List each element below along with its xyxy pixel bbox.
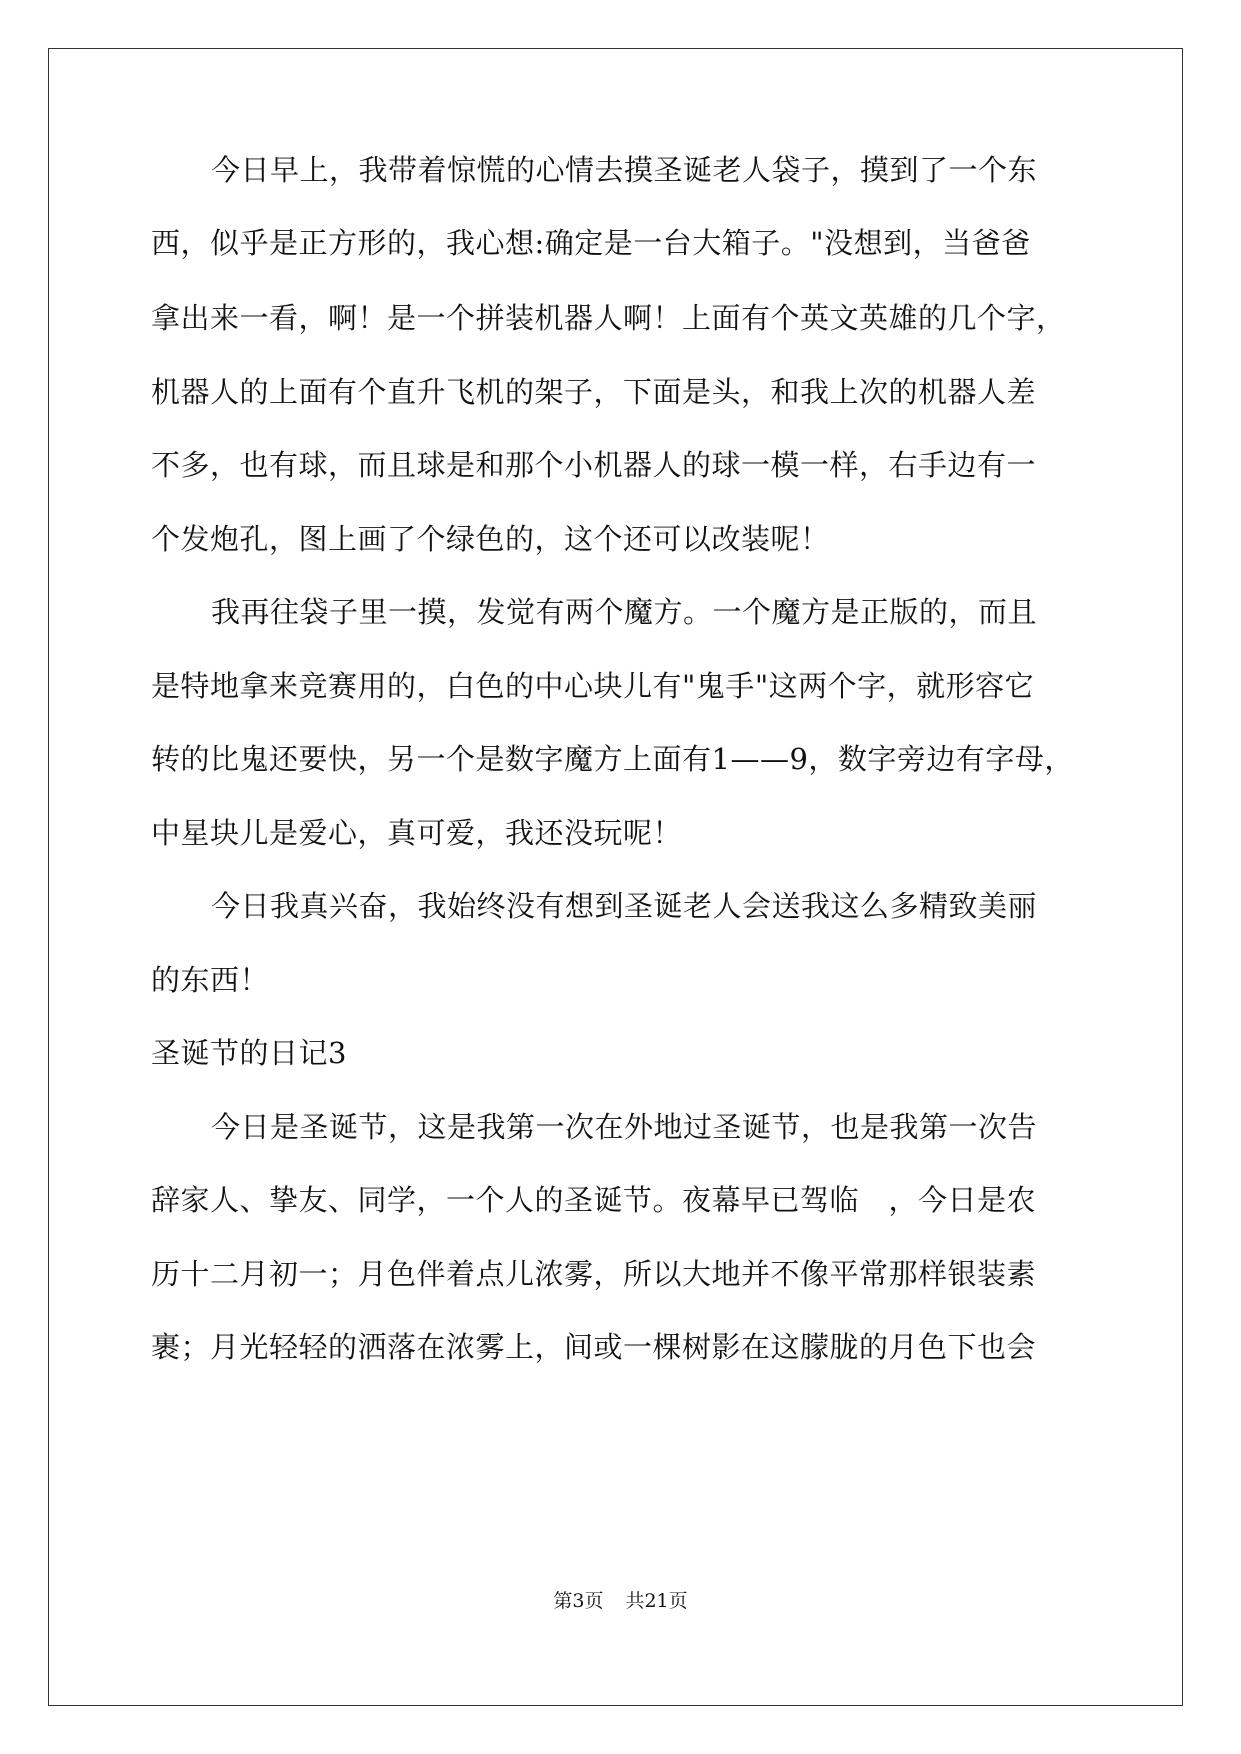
paragraph-line: 拿出来一看，啊！是一个拼装机器人啊！上面有个英文英雄的几个字， bbox=[151, 301, 1066, 335]
paragraph-line: 历十二月初一；月色伴着点儿浓雾，所以大地并不像平常那样银装素 bbox=[151, 1257, 1037, 1291]
page-footer bbox=[0, 1589, 1241, 1613]
paragraph-line: 不多，也有球，而且球是和那个小机器人的球一模一样，右手边有一 bbox=[151, 448, 1037, 482]
page-total: 共21页 bbox=[625, 1590, 688, 1612]
page-border bbox=[48, 48, 1183, 1706]
paragraph-line: 裹；月光轻轻的洒落在浓雾上，间或一棵树影在这朦胧的月色下也会 bbox=[151, 1330, 1037, 1364]
paragraph-line: 今日早上，我带着惊慌的心情去摸圣诞老人袋子，摸到了一个东 bbox=[211, 153, 1038, 187]
paragraph-line: 机器人的上面有个直升飞机的架子，下面是头，和我上次的机器人差 bbox=[151, 375, 1037, 409]
paragraph-line: 今日是圣诞节，这是我第一次在外地过圣诞节，也是我第一次告 bbox=[211, 1110, 1038, 1144]
paragraph-line: 是特地拿来竞赛用的，白色的中心块儿有"鬼手"这两个字，就形容它 bbox=[151, 669, 1035, 703]
page-number: 第3页 bbox=[553, 1590, 604, 1612]
paragraph-line: 转的比鬼还要快，另一个是数字魔方上面有1——9，数字旁边有字母， bbox=[151, 742, 1074, 776]
paragraph-line: 西，似乎是正方形的，我心想:确定是一台大箱子。"没想到，当爸爸 bbox=[151, 226, 1031, 260]
paragraph-line: 今日我真兴奋，我始终没有想到圣诞老人会送我这么多精致美丽 bbox=[211, 889, 1038, 923]
paragraph-line: 中星块儿是爱心，真可爱，我还没玩呢！ bbox=[151, 816, 683, 850]
paragraph-line: 的东西！ bbox=[151, 963, 270, 997]
paragraph-line: 我再往袋子里一摸，发觉有两个魔方。一个魔方是正版的，而且 bbox=[211, 595, 1038, 629]
paragraph-line: 个发炮孔，图上画了个绿色的，这个还可以改装呢！ bbox=[151, 522, 830, 556]
section-heading: 圣诞节的日记3 bbox=[151, 1036, 347, 1070]
paragraph-line: 辞家人、挚友、同学，一个人的圣诞节。夜幕早已驾临 ，今日是农 bbox=[151, 1183, 1037, 1217]
